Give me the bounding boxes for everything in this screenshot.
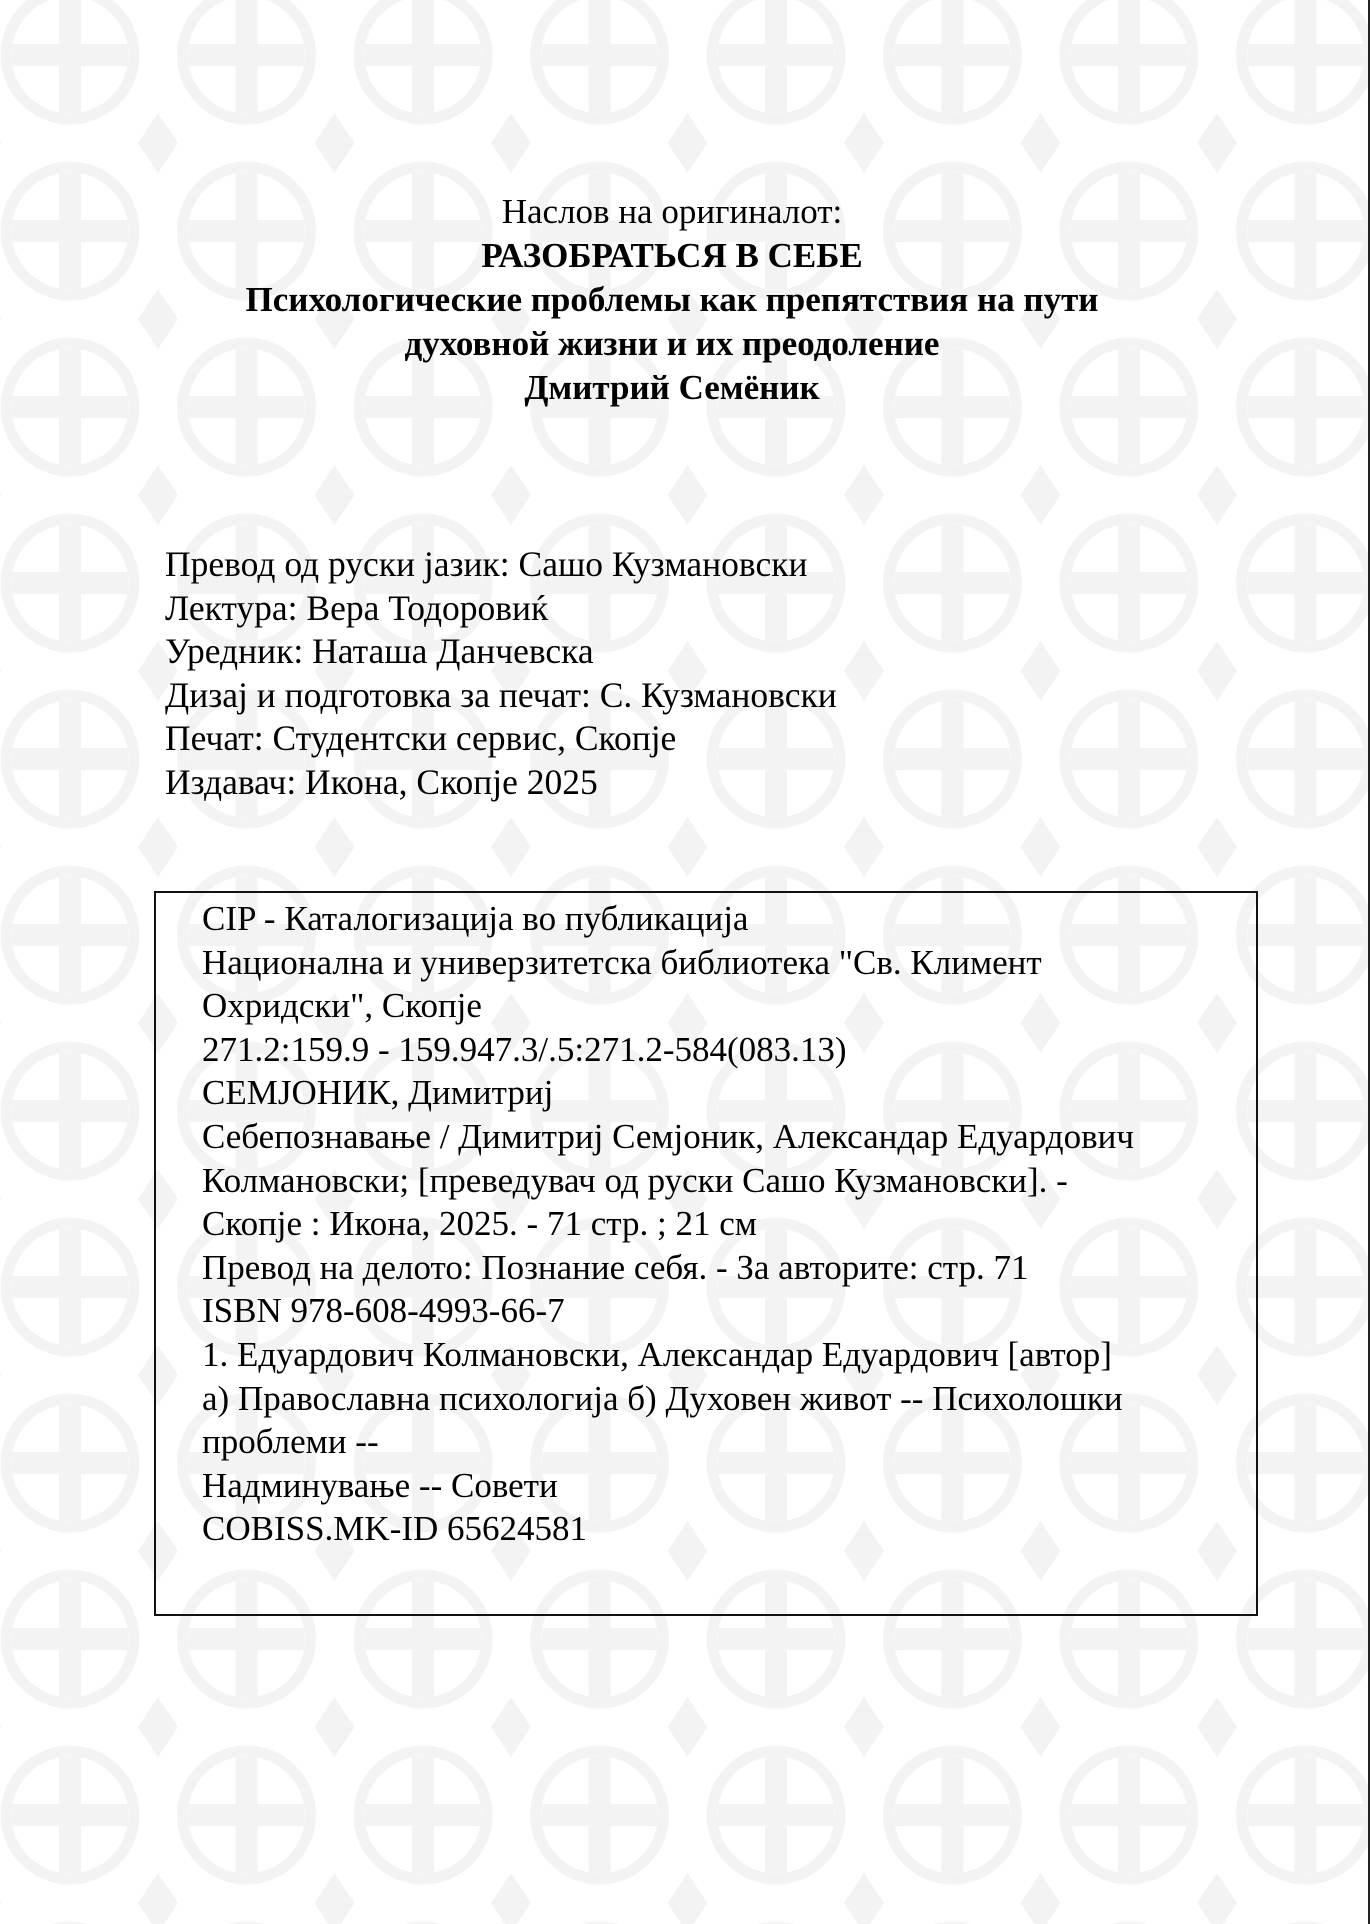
cip-subjects-line-2: проблеми --: [202, 1422, 379, 1462]
cip-isbn: ISBN 978-608-4993-66-7: [202, 1291, 565, 1331]
cip-subjects-line-1: а) Православна психологија б) Духовен живот -- Психолошки: [202, 1378, 1123, 1418]
credit-proofreading: Лектура: Вера Тодоровиќ: [165, 587, 549, 628]
original-subtitle-line-2: духовной жизни и их преодоление: [404, 324, 940, 363]
cip-title-line-2: Колмановски; [преведувач од руски Сашо Кузмановски]. -: [202, 1160, 1068, 1200]
credit-editor: Уредник: Наташа Данчевска: [165, 631, 594, 672]
cip-added-entry: 1. Едуардович Колмановски, Александар Едуардович [автор]: [202, 1334, 1112, 1374]
original-title-label: Наслов на оригиналот:: [501, 192, 843, 231]
cip-note: Превод на делото: Познание себя. - За авторите: стр. 71: [202, 1247, 1029, 1287]
original-subtitle-line-1: Психологические проблемы как препятствия на пути: [245, 280, 1099, 319]
credit-design: Дизај и подготовка за печат: С. Кузмановски: [165, 674, 837, 715]
cip-imprint: Скопје : Икона, 2025. - 71 стр. ; 21 см: [202, 1204, 757, 1244]
credit-publisher: Издавач: Икона, Скопје 2025: [165, 761, 598, 802]
cip-udc: 271.2:159.9 - 159.947.3/.5:271.2-584(083.13): [202, 1029, 847, 1069]
cip-main-entry: СЕМЈОНИК, Димитриј: [202, 1073, 554, 1113]
original-title-block: [172, 190, 1172, 410]
original-author: Дмитрий Семёник: [524, 368, 820, 407]
cip-library-line-1: Национална и универзитетска библиотека "Св. Климент: [202, 942, 1042, 982]
cip-record-text: [202, 897, 1134, 1551]
cip-cobiss-id: COBISS.MK-ID 65624581: [202, 1509, 588, 1549]
cip-subjects-line-3: Надминување -- Совети: [202, 1465, 558, 1505]
cip-title-line-1: Себепознавање / Димитриј Семјоник, Александар Едуардович: [202, 1116, 1134, 1156]
credit-translation: Превод од руски јазик: Сашо Кузмановски: [165, 544, 808, 584]
original-title: РАЗОБРАТЬСЯ В СЕБЕ: [481, 236, 863, 275]
cip-record-box: [154, 891, 1258, 1616]
cip-library-line-2: Охридски", Скопје: [202, 986, 482, 1026]
credit-printing: Печат: Студентски сервис, Скопје: [165, 718, 677, 759]
cip-heading: CIP - Каталогизација во публикација: [202, 899, 749, 938]
credits-block: [165, 543, 837, 805]
